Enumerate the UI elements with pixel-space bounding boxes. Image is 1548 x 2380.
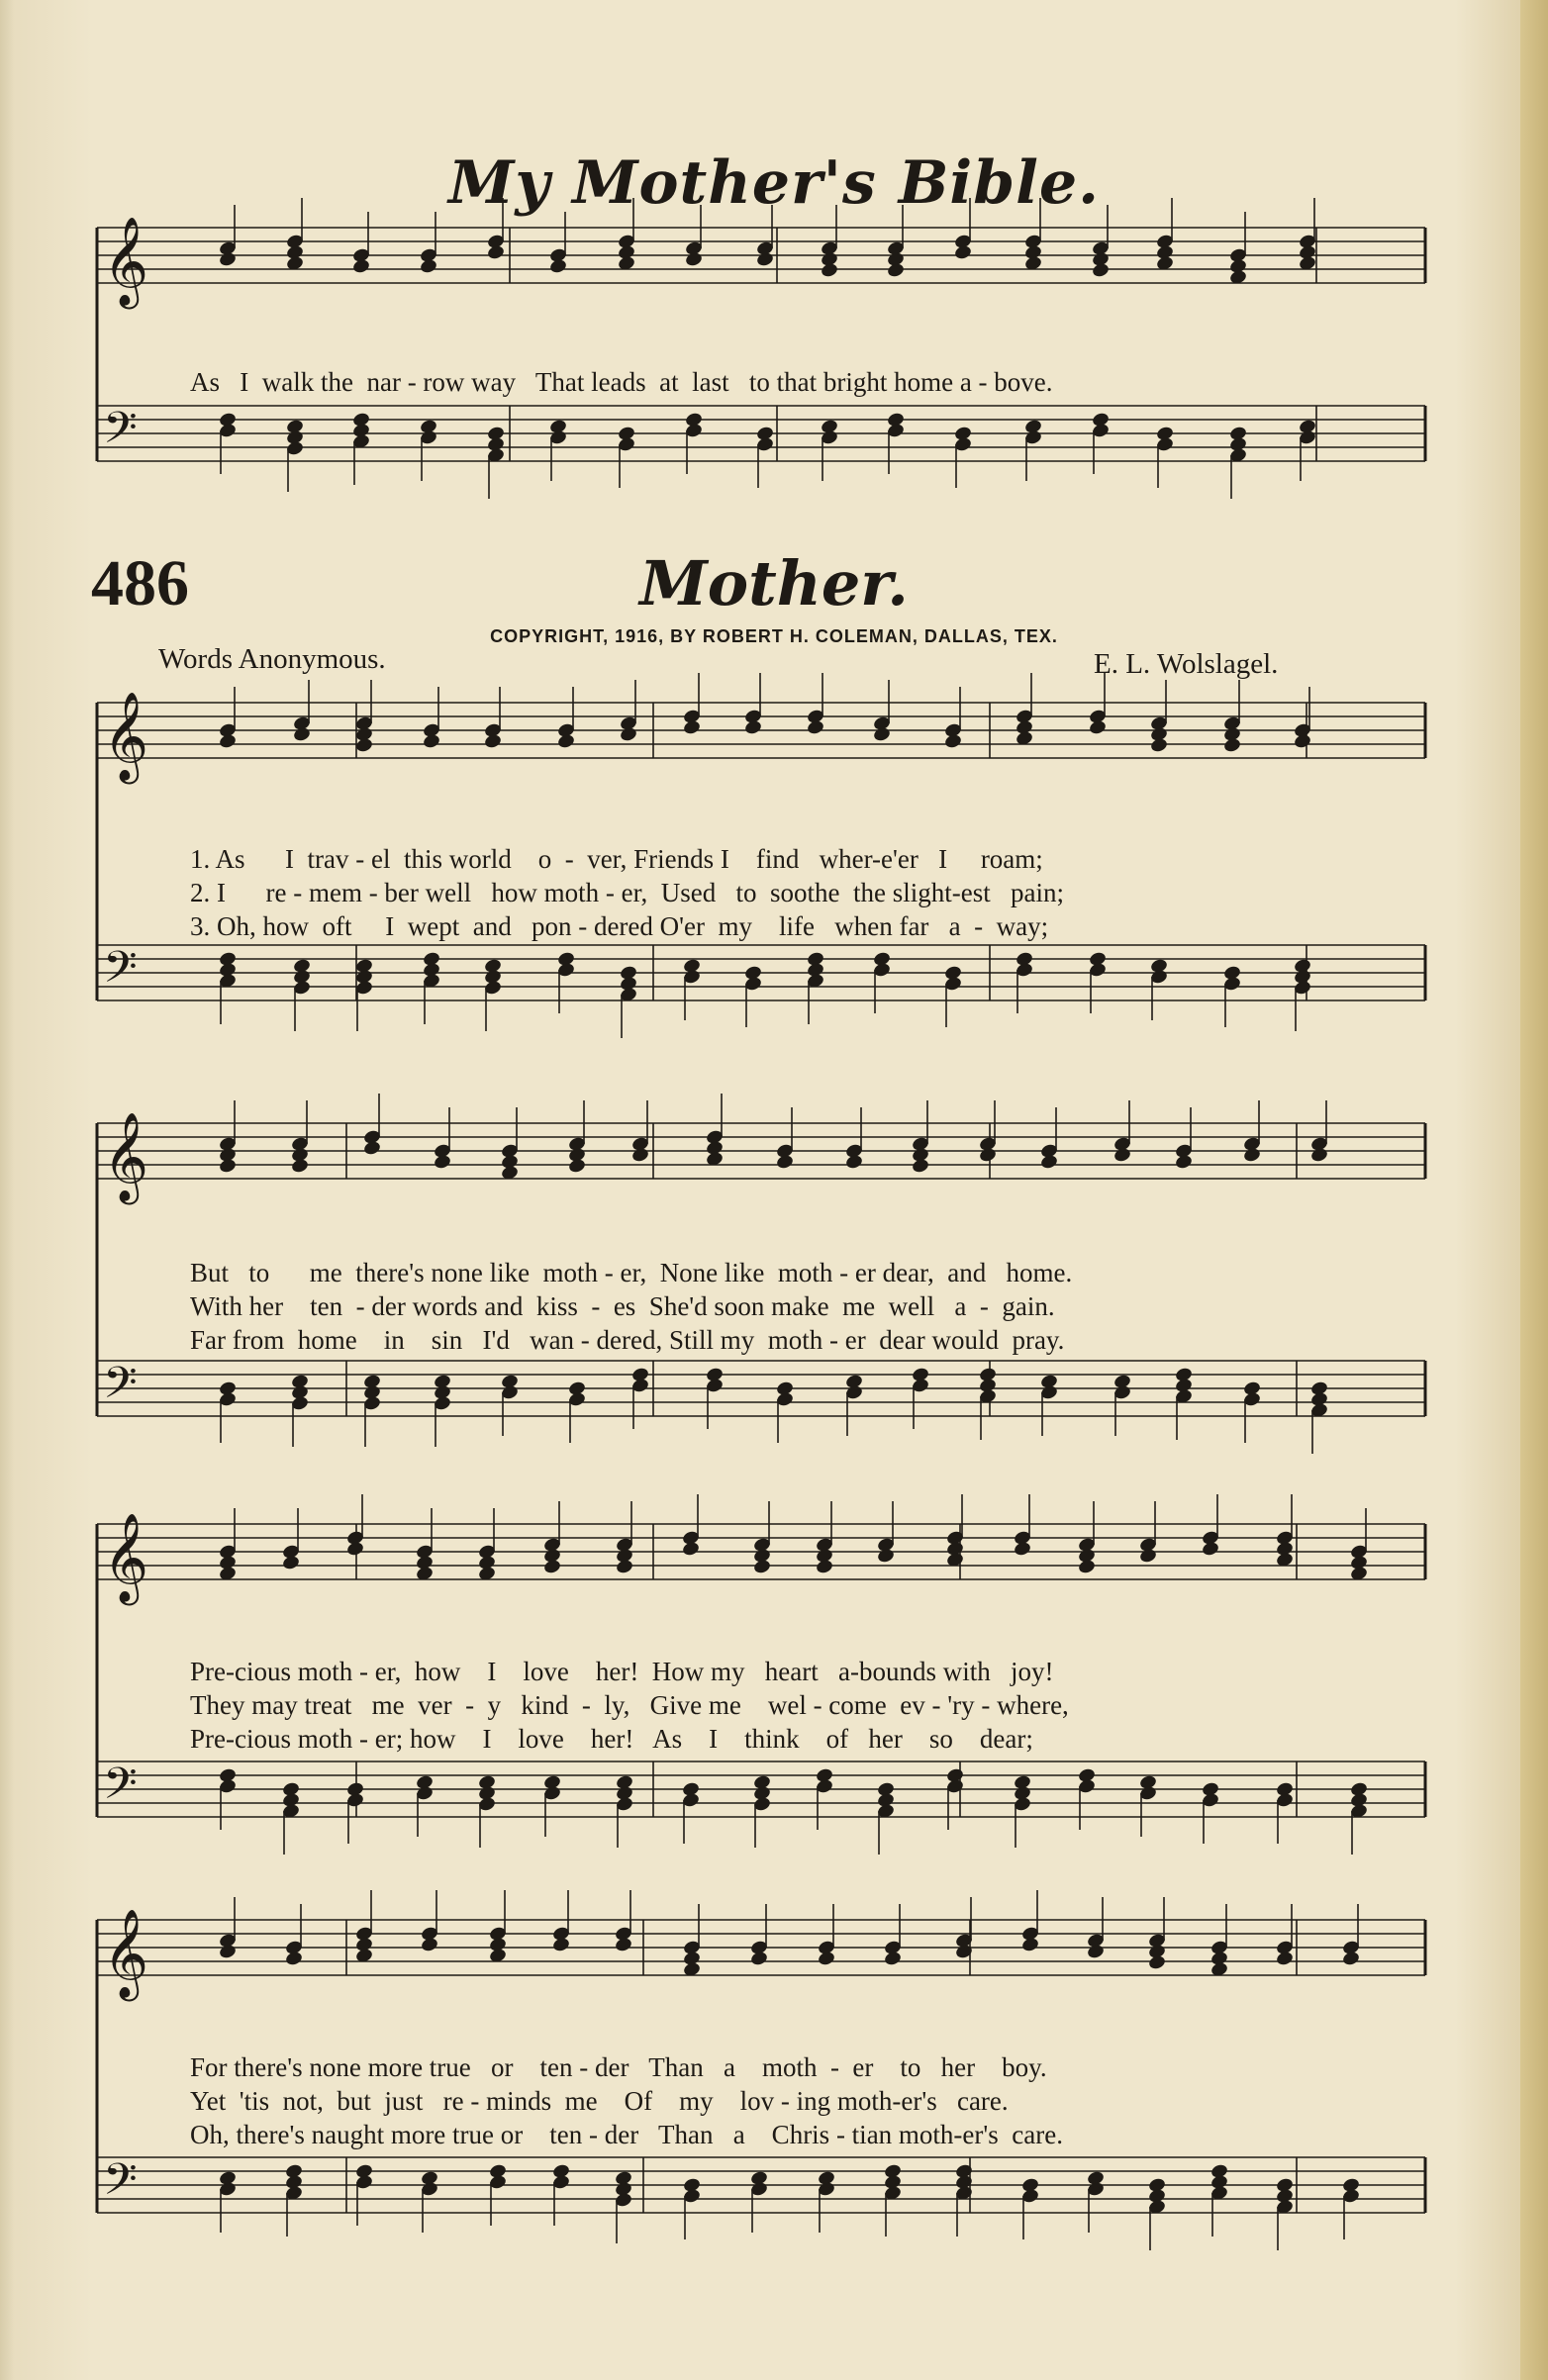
hymn-title: Mother. bbox=[639, 547, 909, 619]
note-head bbox=[755, 251, 774, 268]
note-head bbox=[486, 244, 505, 261]
note-head bbox=[817, 1951, 835, 1967]
note-head bbox=[433, 1154, 451, 1171]
lyric-text: But to me there's none like moth - er, None like moth - er dear, and home. bbox=[190, 1258, 1073, 1287]
note-head bbox=[1341, 1951, 1360, 1967]
note-head bbox=[218, 251, 237, 268]
note-head bbox=[218, 1158, 237, 1175]
bass-clef: 𝄢 bbox=[103, 941, 138, 1003]
copyright-notice: COPYRIGHT, 1916, BY ROBERT H. COLEMAN, DALLAS, TEX. bbox=[490, 626, 1058, 646]
lyric-text: 1. As I trav - el this world o - ver, Friends I find wher-e'er I roam; bbox=[190, 844, 1043, 874]
note-head bbox=[1088, 719, 1107, 736]
note-head bbox=[615, 1559, 633, 1575]
lyric-text: 2. I re - mem - ber well how moth - er, Used to soothe the slight-est pain; bbox=[190, 878, 1064, 907]
note-head bbox=[806, 719, 824, 736]
treble-clef: 𝄞 bbox=[103, 217, 149, 306]
note-head bbox=[619, 726, 637, 743]
note-head bbox=[775, 1154, 794, 1171]
note-head bbox=[1309, 1147, 1328, 1164]
lyric-text: Far from home in sin I'd wan - dered, Still my moth - er dear would pray. bbox=[190, 1325, 1065, 1355]
note-head bbox=[1077, 1559, 1096, 1575]
note-head bbox=[911, 1158, 929, 1175]
lyric-text: With her ten - der words and kiss - es She'd soon make me well a - gain. bbox=[190, 1291, 1055, 1321]
lyric-text: For there's none more true or ten - der Than a moth - er to her boy. bbox=[190, 2052, 1047, 2082]
note-head bbox=[362, 1140, 381, 1157]
note-head bbox=[876, 1548, 895, 1565]
treble-clef: 𝄞 bbox=[103, 1112, 149, 1201]
note-head bbox=[542, 1559, 561, 1575]
line-3-verse-3 bbox=[0, 1693, 1548, 1755]
note-head bbox=[1242, 1147, 1261, 1164]
note-head bbox=[345, 1541, 364, 1558]
note-head bbox=[681, 1541, 700, 1558]
note-head bbox=[815, 1559, 833, 1575]
note-head bbox=[218, 1944, 237, 1960]
previous-hymn-title: My Mother's Bible. bbox=[447, 148, 1101, 218]
note-head bbox=[978, 1147, 997, 1164]
note-head bbox=[551, 1937, 570, 1953]
note-head bbox=[872, 726, 891, 743]
note-head bbox=[1201, 1541, 1219, 1558]
note-head bbox=[281, 1555, 300, 1571]
note-head bbox=[953, 244, 972, 261]
lyric-text: Yet 'tis not, but just re - minds me Of my lov - ing moth-er's care. bbox=[190, 2086, 1009, 2116]
note-head bbox=[290, 1158, 309, 1175]
note-head bbox=[820, 262, 838, 279]
note-head bbox=[844, 1154, 863, 1171]
treble-clef: 𝄞 bbox=[103, 1513, 149, 1602]
note-head bbox=[218, 733, 237, 750]
note-head bbox=[1222, 737, 1241, 754]
note-head bbox=[1275, 1951, 1294, 1967]
note-head bbox=[1020, 1937, 1039, 1953]
note-head bbox=[1113, 1147, 1131, 1164]
note-head bbox=[483, 733, 502, 750]
lyric-text: As I walk the nar - row way That leads at last to that bright home a - bove. bbox=[190, 367, 1053, 397]
treble-clef: 𝄞 bbox=[103, 692, 149, 781]
note-head bbox=[284, 1951, 303, 1967]
note-head bbox=[614, 1937, 632, 1953]
note-head bbox=[1091, 262, 1110, 279]
note-head bbox=[1013, 1541, 1031, 1558]
words-credit: Words Anonymous. bbox=[158, 643, 386, 675]
note-head bbox=[292, 726, 311, 743]
line-2-verse-3 bbox=[0, 1294, 1548, 1356]
note-head bbox=[567, 1158, 586, 1175]
note-head bbox=[1174, 1154, 1193, 1171]
previous-hymn-lyric bbox=[0, 336, 1548, 398]
note-head bbox=[1147, 1954, 1166, 1971]
note-head bbox=[684, 251, 703, 268]
lyric-text: Pre-cious moth - er; how I love her! As I think of her so dear; bbox=[190, 1724, 1033, 1754]
note-head bbox=[354, 737, 373, 754]
lyric-text: 3. Oh, how oft I wept and pon - dered O'er my life when far a - way; bbox=[190, 911, 1049, 941]
bass-clef: 𝄢 bbox=[103, 402, 138, 464]
note-head bbox=[1086, 1944, 1105, 1960]
note-head bbox=[743, 719, 762, 736]
note-head bbox=[420, 1937, 438, 1953]
note-head bbox=[1149, 737, 1168, 754]
bass-clef: 𝄢 bbox=[103, 1758, 138, 1820]
hymn-number: 486 bbox=[91, 547, 189, 619]
note-head bbox=[883, 1951, 902, 1967]
note-head bbox=[1039, 1154, 1058, 1171]
note-head bbox=[752, 1559, 771, 1575]
note-head bbox=[682, 719, 701, 736]
note-head bbox=[749, 1951, 768, 1967]
note-head bbox=[1138, 1548, 1157, 1565]
bass-clef: 𝄢 bbox=[103, 2153, 138, 2216]
note-head bbox=[419, 258, 437, 275]
bass-clef: 𝄢 bbox=[103, 1357, 138, 1419]
note-head bbox=[943, 733, 962, 750]
note-head bbox=[548, 258, 567, 275]
lyric-text: Pre-cious moth - er, how I love her! How my heart a-bounds with joy! bbox=[190, 1657, 1054, 1686]
lyric-text: Oh, there's naught more true or ten - der Than a Chris - tian moth-er's care. bbox=[190, 2120, 1063, 2149]
note-head bbox=[630, 1147, 649, 1164]
note-head bbox=[1293, 733, 1311, 750]
note-head bbox=[556, 733, 575, 750]
lyric-text: They may treat me ver - y kind - ly, Give me wel - come ev - 'ry - where, bbox=[190, 1690, 1069, 1720]
music-credit: E. L. Wolslagel. bbox=[1094, 648, 1279, 680]
treble-clef: 𝄞 bbox=[103, 1909, 149, 1998]
line-1-verse-3 bbox=[0, 881, 1548, 942]
note-head bbox=[886, 262, 905, 279]
line-4-verse-3 bbox=[0, 2089, 1548, 2150]
note-head bbox=[422, 733, 440, 750]
note-head bbox=[351, 258, 370, 275]
